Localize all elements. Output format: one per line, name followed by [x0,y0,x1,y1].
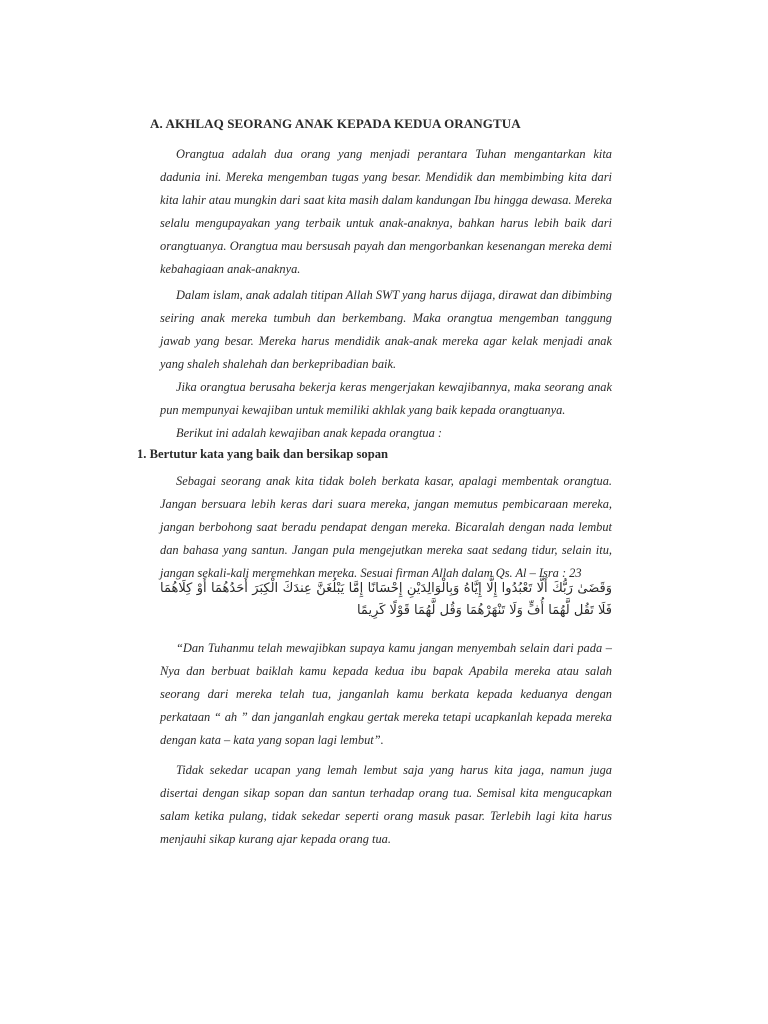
paragraph-berikut: Berikut ini adalah kewajiban anak kepada orangtua : [176,426,443,440]
paragraph-dalam-islam: Dalam islam, anak adalah titipan Allah SWT yang harus dijaga, dirawat dan dibimbing seiring anak mereka tumbuh dan berkembang. Maka orangtua mengemban tanggung jawab yang besar. Mereka harus mendidik anak-anak mereka agar kelak menjadi anak yang shaleh shalehah dan berkepribadian baik. [160,288,612,371]
paragraph-sebagai-anak: Sebagai seorang anak kita tidak boleh berkata kasar, apalagi membentak orangtua. Jangan bersuara lebih keras dari suara mereka, jangan memutus pembicaraan mereka, jangan berbohong saat beradu pendapat dengan mereka. Bicaralah dengan nada lembut dan bahasa yang santun. Jangan pula mengejutkan mereka saat sedang tidur, selain itu, jangan sekali-kali meremehkan mereka. Sesuai firman Allah dalam Qs. Al – Isra : 23 [160,474,612,580]
verse-translation: “Dan Tuhanmu telah mewajibkan supaya kamu jangan menyembah selain dari pada –Nya dan berbuat baiklah kamu kepada kedua ibu bapak Apabila mereka atau salah seorang dari mereka telah tua, janganlah kamu berkata kepada keduanya dengan perkataan “ ah ” dan janganlah engkau gertak mereka tetapi ucapkanlah kepada mereka dengan kata – kata yang sopan lagi lembut”. [160,641,612,747]
section-heading: A. AKHLAQ SEORANG ANAK KEPADA KEDUA ORANGTUA [150,116,521,131]
paragraph-orangtua: Orangtua adalah dua orang yang menjadi perantara Tuhan mengantarkan kita dadunia ini. Mereka mengemban tugas yang besar. Mendidik dan membimbing kita dari kita lahir atau mungkin dari saat kita masih dalam kandungan Ibu hingga dewasa. Mereka selalu mengupayakan yang terbaik untuk anak-anaknya, bahkan harus lebih baik dari orangtuanya. Orangtua mau bersusah payah dan mengorbankan kesenangan mereka demi kebahagiaan anak-anaknya. [160,147,612,276]
quran-verse-arabic: وَقَضَىٰ رَبُّكَ أَلَّا تَعْبُدُوا إِلَّا إِيَّاهُ وَبِالْوَالِدَيْنِ إِحْسَانًا إِمَّا يَبْلُغَنَّ عِندَكَ الْكِبَرَ أَحَدُهُمَا أَوْ كِلَاهُمَا فَلَا تَقُل لَّهُمَا أُفٍّ وَلَا تَنْهَرْهُمَا وَقُل لَّهُمَا قَوْلًا كَرِيمًا [160,581,612,618]
subsection-heading: 1. Bertutur kata yang baik dan bersikap sopan [137,447,389,461]
paragraph-kewajiban-anak: Jika orangtua berusaha bekerja keras mengerjakan kewajibannya, maka seorang anak pun mempunyai kewajiban untuk memiliki akhlak yang baik kepada orangtuanya. [160,380,612,417]
paragraph-tidak-sekedar: Tidak sekedar ucapan yang lemah lembut saja yang harus kita jaga, namun juga disertai dengan sikap sopan dan santun terhadap orang tua. Semisal kita mengucapkan salam ketika pulang, tidak sekedar seperti orang masuk pasar. Terlebih lagi kita harus menjauhi sikap kurang ajar kepada orang tua. [160,763,612,846]
